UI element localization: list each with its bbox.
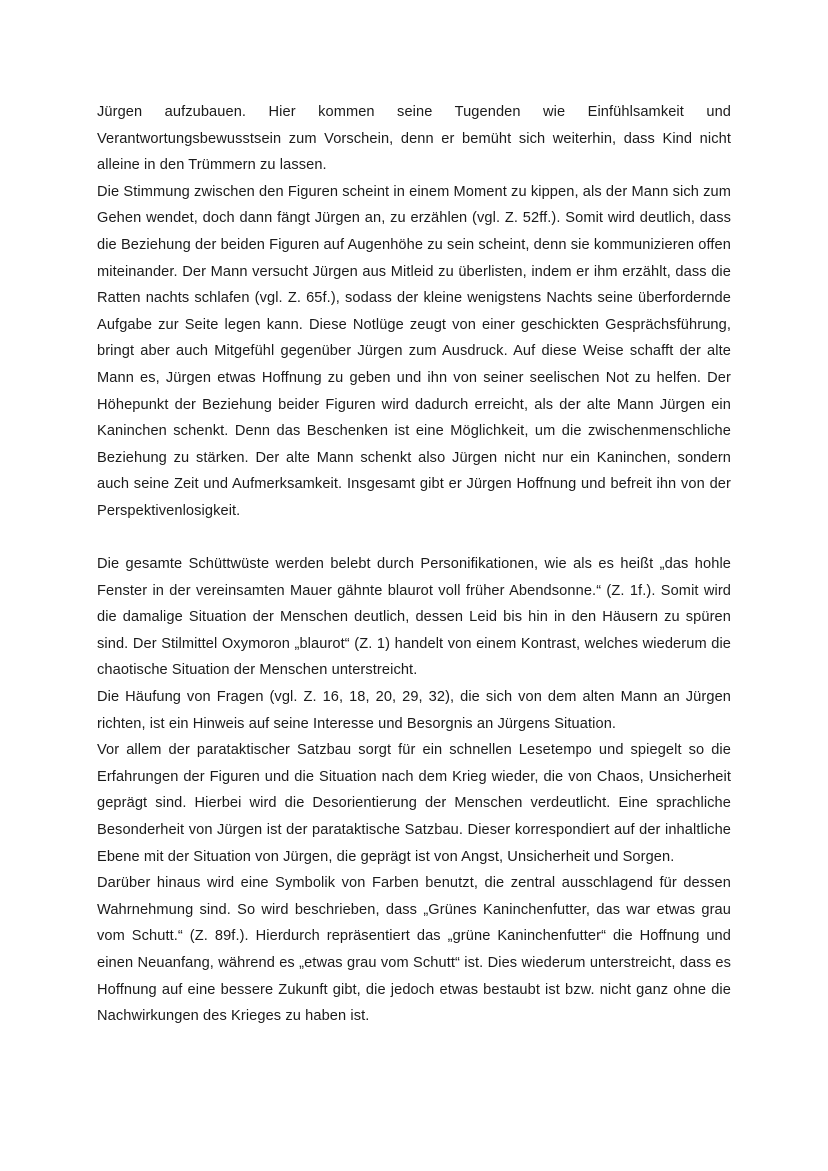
paragraph-parataktischer-satzbau: Vor allem der parataktischer Satzbau sorgt für ein schnellen Lesetempo und spiegelt so die Erfahrungen der Figuren und die Situation nach dem Krieg wieder, die von Chaos, Unsicherheit geprägt sind. Hierbei wird die Desorientierung der Menschen verdeutlicht. Eine sprachliche Besonderheit von Jürgen ist der parataktische Satzbau. Dieser korrespondiert auf der inhaltliche Ebene mit der Situation von Jürgen, die geprägt ist von Angst, Unsicherheit und Sorgen.: [97, 742, 731, 865]
essay-text-block: [97, 99, 731, 1030]
paragraph-personifikationen: Die gesamte Schüttwüste werden belebt durch Personifikationen, wie als es heißt „das hohle Fenster in der vereinsamten Mauer gähnte blaurot voll früher Abendsonne.“ (Z. 1f.). Somit wird die damalige Situation der Menschen deutlich, dessen Leid bis hin in den Häusern zu spüren sind. Der Stilmittel Oxymoron „blaurot“ (Z. 1) handelt von einem Kontrast, welches wiederum die chaotische Situation der Menschen unterstreicht.: [97, 556, 731, 679]
paragraph-farbsymbolik: Darüber hinaus wird eine Symbolik von Farben benutzt, die zentral ausschlagend für dessen Wahrnehmung sind. So wird beschrieben, dass „Grünes Kaninchenfutter, das war etwas grau vom Schutt.“ (Z. 89f.). Hierdurch repräsentiert das „grüne Kaninchenfutter“ die Hoffnung und einen Neuanfang, während es „etwas grau vom Schutt“ ist. Dies wiederum unterstreicht, dass es Hoffnung auf eine bessere Zukunft gibt, die jedoch etwas bestaubt ist bzw. nicht ganz ohne die Nachwirkungen des Krieges zu haben ist.: [97, 875, 731, 1025]
paragraph-haeufung-fragen: Die Häufung von Fragen (vgl. Z. 16, 18, 20, 29, 32), die sich von dem alten Mann an Jürgen richten, ist ein Hinweis auf seine Interesse und Besorgnis an Jürgens Situation.: [97, 689, 731, 732]
paragraph-beziehung-figuren: Die Stimmung zwischen den Figuren scheint in einem Moment zu kippen, als der Mann sich zum Gehen wendet, doch dann fängt Jürgen an, zu erzählen (vgl. Z. 52ff.). Somit wird deutlich, dass die Beziehung der beiden Figuren auf Augenhöhe zu sein scheint, denn sie kommunizieren offen miteinander. Der Mann versucht Jürgen aus Mitleid zu überlisten, indem er ihm erzählt, dass die Ratten nachts schlafen (vgl. Z. 65f.), sodass der kleine wenigstens Nachts seine überfordernde Aufgabe zur Seite legen kann. Diese Notlüge zeugt von einer geschickten Gesprächsführung, bringt aber auch Mitgefühl gegenüber Jürgen zum Ausdruck. Auf diese Weise schafft der alte Mann es, Jürgen etwas Hoffnung zu geben und ihn von seiner seelischen Not zu helfen. Der Höhepunkt der Beziehung beider Figuren wird dadurch erreicht, als der alte Mann Jürgen ein Kaninchen schenkt. Denn das Beschenken ist eine Möglichkeit, um die zwischenmenschliche Beziehung zu stärken. Der alte Mann schenkt also Jürgen nicht nur ein Kaninchen, sondern auch seine Zeit und Aufmerksamkeit. Insgesamt gibt er Jürgen Hoffnung und befreit ihn von der Perspektivenlosigkeit.: [97, 183, 731, 519]
paragraph-tugenden: Jürgen aufzubauen. Hier kommen seine Tugenden wie Einfühlsamkeit und Verantwortungsbewusstsein zum Vorschein, denn er bemüht sich weiterhin, dass Kind nicht alleine in den Trümmern zu lassen.: [97, 104, 731, 174]
